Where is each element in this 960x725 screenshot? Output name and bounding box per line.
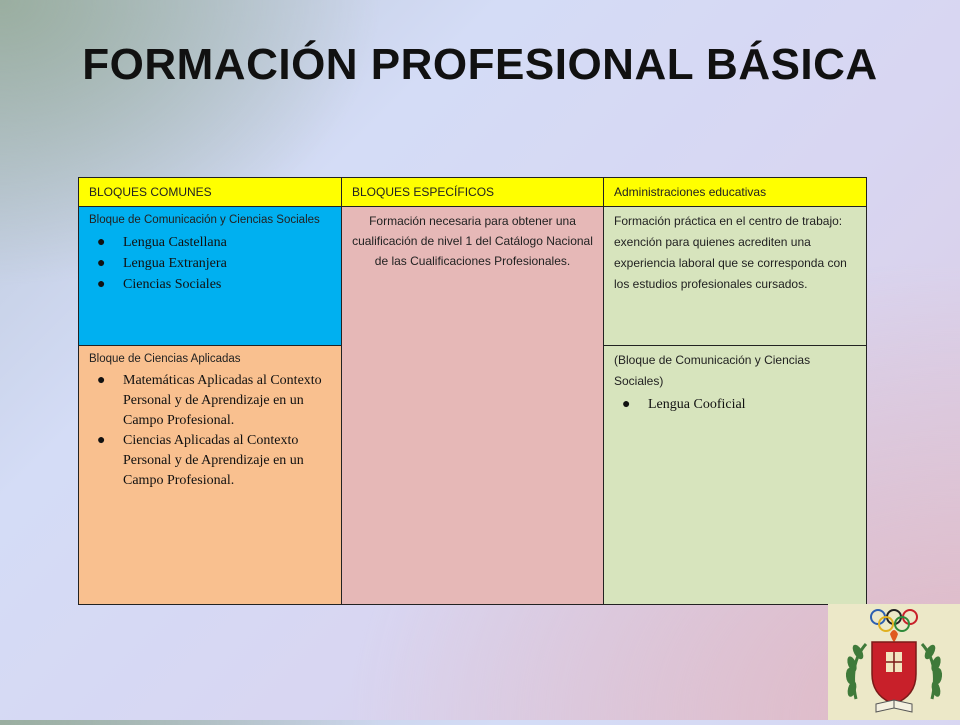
list-item: ● Lengua Cooficial [614, 394, 856, 415]
bullet-icon: ● [97, 235, 106, 250]
admin-cooficial-label: (Bloque de Comunicación y Ciencias Sociales) [614, 353, 811, 388]
bullet-icon: ● [97, 256, 106, 271]
cooficial-list [614, 394, 856, 415]
aplicadas-label: Bloque de Ciencias Aplicadas [89, 353, 241, 365]
bullet-icon: ● [622, 397, 631, 412]
list-item: ● Lengua Extranjera [89, 253, 331, 274]
header-bloques-comunes: BLOQUES COMUNES [79, 178, 342, 207]
header-bloques-especificos: BLOQUES ESPECÍFICOS [342, 178, 604, 207]
list-item: ● Ciencias Aplicadas al Contexto Personal y de Aprendizaje en un Campo Profesional. [97, 433, 304, 488]
comunicacion-label: Bloque de Comunicación y Ciencias Sociales [89, 214, 320, 226]
table-row [79, 207, 867, 346]
aplicadas-list [89, 371, 331, 491]
list-item: ● Lengua Castellana [89, 232, 331, 253]
aplicadas-cell [79, 346, 342, 605]
header-administraciones: Administraciones educativas [604, 178, 867, 207]
comunicacion-cell [79, 207, 342, 346]
list-item: ● Ciencias Sociales [89, 274, 331, 295]
school-crest-logo [828, 604, 960, 720]
bullet-icon: ● [97, 277, 106, 292]
especificos-cell [342, 207, 604, 605]
table-header-row [79, 178, 867, 207]
slide-title: FORMACIÓN PROFESIONAL BÁSICA [82, 40, 878, 89]
admin-cooficial-cell [604, 346, 867, 605]
comunicacion-list [89, 232, 331, 295]
list-item: ● Matemáticas Aplicadas al Contexto Personal y de Aprendizaje en un Campo Profesional. [97, 373, 322, 428]
bullet-icon: ● [97, 373, 106, 388]
admin-practica-cell [604, 207, 867, 346]
fp-basica-table [78, 177, 867, 605]
school-crest-icon [828, 604, 960, 720]
admin-practica-text: Formación práctica en el centro de trabajo: exención para quienes acrediten una experiencia laboral que se corresponda con los estudios profesionales cursados. [614, 214, 847, 291]
especificos-text: Formación necesaria para obtener una cualificación de nivel 1 del Catálogo Nacional de las Cualificaciones Profesionales. [352, 214, 593, 268]
bullet-icon: ● [97, 433, 106, 448]
